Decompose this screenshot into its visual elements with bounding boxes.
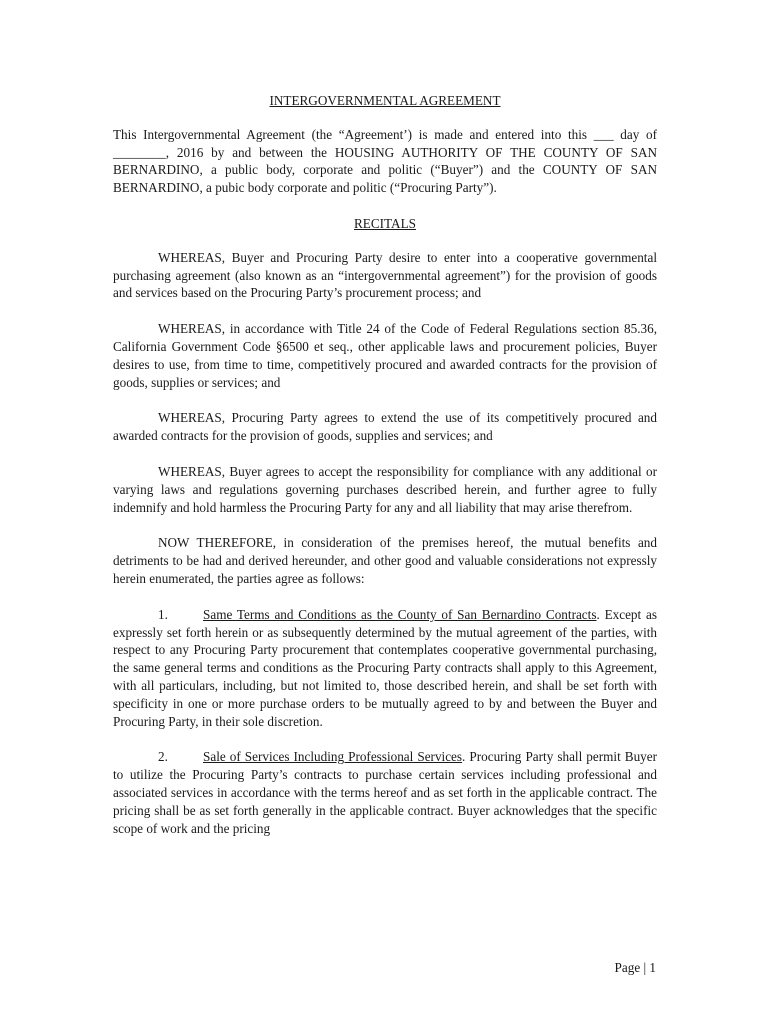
section-2 [113, 748, 657, 837]
section-title-punct: . [462, 749, 466, 765]
section-body: Procuring Party shall permit Buyer to utilize the Procuring Party’s contracts to purchase certain services including professional and associated services in accordance with the terms hereof and as set forth in the applicable contract. The pricing shall be as set forth generally in the applicable contract. Buyer acknowledges that the specific scope of work and the pricing [113, 749, 658, 836]
section-number: 2. [158, 749, 168, 765]
page-number-footer: Page | 1 [614, 960, 656, 975]
document-title: INTERGOVERNMENTAL AGREEMENT [269, 93, 501, 108]
intro-paragraph: This Intergovernmental Agreement (the “Agreement’) is made and entered into this ___ day of ________, 2016 by and between the HOUSING AUTHORITY OF THE COUNTY OF SAN BERNARDINO, a public body, corporate and politic (“Buyer”) and the COUNTY OF SAN BERNARDINO, a pubic body corporate and politic (“Procuring Party”). [113, 126, 657, 196]
section-number: 1. [158, 606, 168, 622]
section-1 [113, 606, 657, 731]
now-therefore-paragraph: NOW THEREFORE, in consideration of the premises hereof, the mutual benefits and detriments to be had and derived hereunder, and other good and valuable considerations not expressly herein enumerated, the parties agree as follows: [113, 535, 657, 586]
document-page [113, 92, 657, 855]
recital-paragraph: WHEREAS, Procuring Party agrees to extend the use of its competitively procured and awarded contracts for the provision of goods, supplies and services; and [113, 410, 657, 444]
section-title-punct: . [596, 606, 600, 622]
recitals-heading: RECITALS [354, 215, 416, 231]
section-title: Same Terms and Conditions as the County of San Bernardino Contracts [203, 606, 597, 622]
section-body: Except as expressly set forth herein or as subsequently determined by the mutual agreement of the parties, with respect to any Procuring Party procurement that contemplates cooperative governmental purchasing, the same general terms and conditions as the Procuring Party contracts shall apply to this Agreement, with all particulars, including, but not limited to, those described herein, and shall be set forth with specificity in one or more purchase orders to be mutually agreed to by and between the Buyer and Procuring Party, in their sole discretion. [113, 606, 657, 729]
recital-paragraph: WHEREAS, in accordance with Title 24 of the Code of Federal Regulations section 85.36, California Government Code §6500 et seq., other applicable laws and procurement policies, Buyer desires to use, from time to time, competitively procured and awarded contracts for the provision of goods, supplies or services; and [113, 321, 657, 390]
recital-paragraph: WHEREAS, Buyer and Procuring Party desire to enter into a cooperative governmental purchasing agreement (also known as an “intergovernmental agreement”) for the provision of goods and services based on the Procuring Party’s procurement process; and [113, 249, 657, 301]
recital-paragraph: WHEREAS, Buyer agrees to accept the responsibility for compliance with any additional or varying laws and regulations governing purchases described herein, and further agree to fully indemnify and hold harmless the Procuring Party for any and all liability that may arise therefrom. [113, 463, 657, 515]
section-title: Sale of Services Including Professional Services [203, 749, 463, 765]
